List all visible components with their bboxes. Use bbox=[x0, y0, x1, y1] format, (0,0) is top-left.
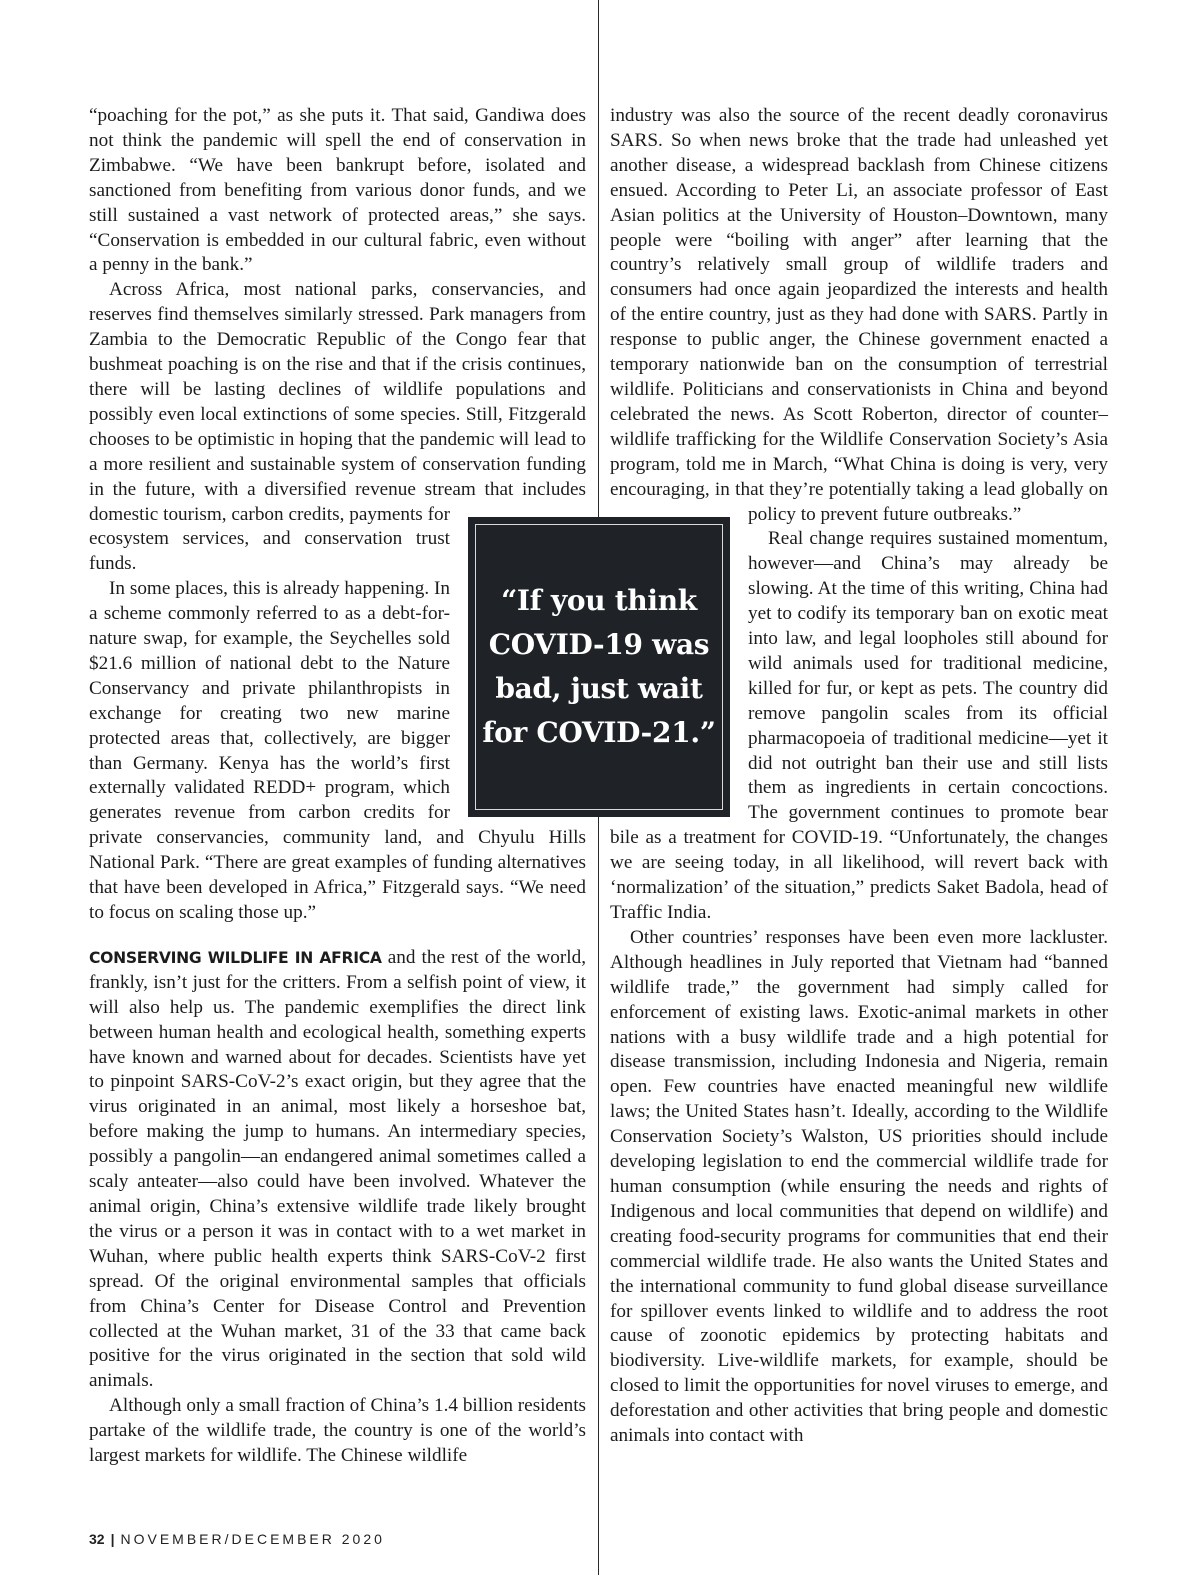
right-paragraph-3: Other countries’ responses have been even more lackluster. Although headlines in July reported that Vietnam had “banned wildlife trade,” the government had simply called for enforcement of existing laws. Exotic-animal markets in other nations with a busy wildlife trade and a high potential for disease transmission, including Indonesia and Nigeria, remain open. Few countries have enacted meaningful new wildlife laws; the United States hasn’t. Ideally, according to the Wildlife Conservation Society’s Walston, US priorities should include developing legislation to end the commercial wildlife trade for human consumption (while ensuring the needs and rights of Indigenous and local communities that depend on wildlife) and creating food-security programs for communities that end their commercial wildlife trade. He also wants the United States and the international community to fund global disease surveillance for spillover events linked to wildlife and to address the root cause of zoonotic epidemics by protecting habitats and biodiversity. Live-wildlife markets, for example, should be closed to limit the opportunities for novel viruses to emerge, and deforestation and other activities that bring people and domestic animals into contact with bbox=[610, 926, 1108, 1447]
issue-date: NOVEMBER/DECEMBER 2020 bbox=[120, 1531, 385, 1547]
left-paragraph-4 bbox=[89, 946, 586, 1394]
pull-quote-text bbox=[476, 579, 722, 755]
pull-quote-frame bbox=[475, 524, 723, 810]
page-footer bbox=[89, 1531, 385, 1547]
left-paragraph-2-text: Across Africa, most national parks, conservancies, and reserves find themselves similarly stressed. Park managers from Zambia to the Democratic Republic of the Congo fear that bushmeat poaching is on the rise and that if the crisis continues, there will be lasting declines of wildlife populations and possibly even local extinctions of some species. Still, Fitzgerald chooses to be optimistic in hoping that the pandemic will lead to a more resilient and sustainable system of conservation funding in the future, with a diversified revenue stream that includes domestic tourism, carbon credits, payments for ecosystem services, and conservation trust funds. bbox=[89, 279, 586, 575]
left-paragraph-5: Although only a small fraction of China’s 1.4 billion residents partake of the wildlife trade, the country is one of the world’s largest markets for wildlife. The Chinese wildlife bbox=[89, 1395, 586, 1467]
right-paragraph-1: industry was also the source of the recent deadly coronavirus SARS. So when news broke that the trade had unleashed yet another disease, a widespread backlash from Chinese citizens ensued. According to Peter Li, an associate professor of East Asian politics at the University of Houston–Downtown, many people were “boiling with anger” after learning that the country’s relatively small group of wildlife traders and consumers had once again jeopardized the interests and health of the entire country, just as they had done with SARS. Partly in response to public anger, the Chinese government enacted a temporary nationwide ban on the consumption of terrestrial wildlife. Politicians and conservationists in China and beyond celebrated the news. As Scott Roberton, director of counter–wildlife trafficking for the Wildlife Conservation Society’s Asia program, told me in March, “What China is doing is very, very encouraging, in that they’re potentially taking a lead globally on policy to prevent future outbreaks.” bbox=[610, 105, 1108, 525]
page-number: 32 bbox=[89, 1531, 105, 1547]
section-lead-in: CONSERVING WILDLIFE IN AFRICA bbox=[89, 948, 382, 967]
footer-separator: | bbox=[110, 1531, 115, 1547]
pull-quote-content: “If you think COVID-19 was bad, just wait for COVID-21.” bbox=[482, 584, 716, 749]
left-paragraph-4-text: and the rest of the world, frankly, isn’t just for the critters. From a selfish point of view, it will also help us. The pandemic exemplifies the direct link between human health and ecological health, something experts have known and warned about for decades. Scientists have yet to pinpoint SARS-CoV-2’s exact origin, but they agree that the virus originated in an animal, most likely a horseshoe bat, before making the jump to humans. An intermediary species, possibly a pangolin—an endangered animal sometimes called a scaly anteater—also could have been involved. Whatever the animal origin, China’s extensive wildlife trade likely brought the virus or a person it was in contact with to a wet market in Wuhan, where public health experts think SARS-CoV-2 first spread. Of the original environmental samples that officials from China’s Center for Disease Control and Prevention collected at the Wuhan market, 31 of the 33 that came back positive for the virus originated in the section that sold wild animals. bbox=[89, 946, 586, 1392]
left-paragraph-3: In some places, this is already happening. In a scheme commonly referred to as a debt-for-nature swap, for example, the Seychelles sold $21.6 million of national debt to the Nature Conservancy and private philanthropists in exchange for creating two new marine protected areas that, collectively, are bigger than Germany. Kenya has the world’s first externally validated REDD+ program, which generates revenue from carbon credits for private conservancies, community land, and Chyulu Hills National Park. “There are great examples of funding alternatives that have been developed in Africa,” Fitzgerald says. “We need to focus on scaling those up.” bbox=[89, 578, 586, 923]
right-paragraph-2: Real change requires sustained momentum, however—and China’s may already be slowing. At the time of this writing, China had yet to codify its temporary ban on exotic meat into law, and legal loopholes still abound for wild animals used for traditional medicine, killed for fur, or kept as pets. The country did remove pangolin scales from its official pharmacopoeia of traditional medicine—yet it did not outright ban their use and still lists them as ingredients in certain concoctions. The government continues to promote bear bile as a treatment for COVID-19. “Unfortunately, the changes we are seeing today, in all likelihood, will revert back with ‘normalization’ of the situation,” predicts Saket Badola, head of Traffic India. bbox=[610, 528, 1108, 923]
left-paragraph-1: “poaching for the pot,” as she puts it. That said, Gandiwa does not think the pandemic will spell the end of conservation in Zimbabwe. “We have been bankrupt before, isolated and sanctioned from benefiting from various donor funds, and we still sustained a vast network of protected areas,” she says. “Conservation is embedded in our cultural fabric, even without a penny in the bank.” bbox=[89, 105, 586, 276]
pull-quote bbox=[468, 517, 730, 817]
